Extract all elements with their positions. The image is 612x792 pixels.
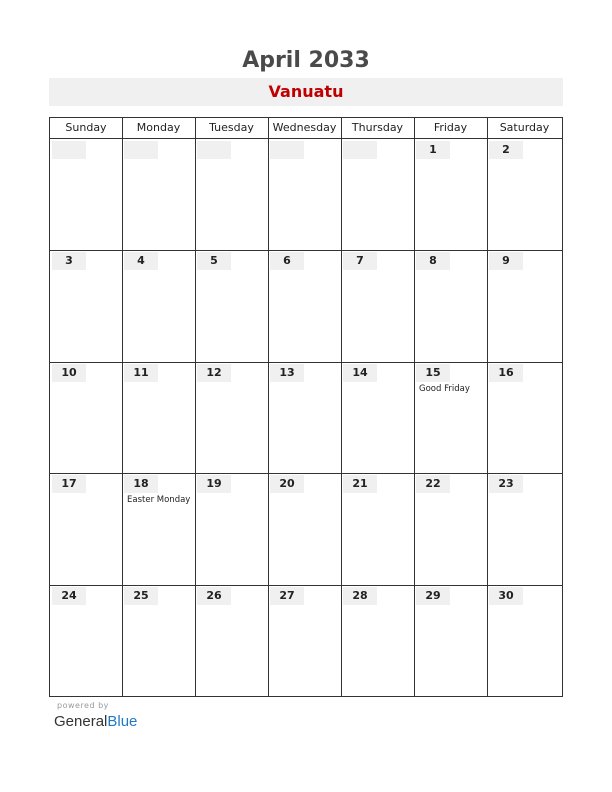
date-label-box <box>270 475 304 493</box>
row-divider <box>50 250 562 251</box>
date-label-box <box>270 587 304 605</box>
day-number: 5 <box>210 254 218 268</box>
day-number: 27 <box>279 588 295 602</box>
powered-by-label: powered by <box>57 701 109 710</box>
day-cell[interactable] <box>414 362 487 473</box>
day-cell[interactable] <box>341 585 414 696</box>
day-cell[interactable] <box>487 473 562 584</box>
row-divider <box>50 362 562 363</box>
day-cell[interactable] <box>195 473 268 584</box>
day-cell[interactable] <box>122 473 195 584</box>
month-calendar <box>49 117 563 697</box>
date-label-box <box>270 141 304 159</box>
date-label-box <box>52 475 86 493</box>
empty-day-cell <box>50 139 122 250</box>
day-number: 19 <box>206 477 222 491</box>
date-label-box <box>197 587 231 605</box>
day-number: 17 <box>61 477 77 491</box>
day-number: 15 <box>425 365 441 379</box>
day-cell[interactable] <box>414 473 487 584</box>
day-number: 9 <box>502 254 510 268</box>
day-number: 1 <box>429 143 437 156</box>
date-label-box <box>489 364 523 382</box>
holiday-label: Good Friday <box>419 383 470 394</box>
day-cell[interactable] <box>268 250 341 361</box>
date-label-box <box>416 252 450 270</box>
day-cell[interactable] <box>50 473 122 584</box>
weekday-header-tuesday: Tuesday <box>209 121 254 134</box>
day-number: 20 <box>279 477 295 491</box>
date-label-box <box>124 141 158 159</box>
date-label-box <box>124 587 158 605</box>
day-cell[interactable] <box>414 250 487 361</box>
column-divider <box>122 118 123 696</box>
day-cell[interactable] <box>195 585 268 696</box>
generalblue-logo[interactable] <box>54 713 137 730</box>
calendar-title: April 2033 <box>242 48 370 73</box>
day-cell[interactable] <box>268 585 341 696</box>
holiday-label: Easter Monday <box>127 495 191 506</box>
day-cell[interactable] <box>122 585 195 696</box>
day-number: 13 <box>279 365 295 379</box>
brand-blue-text: Blue <box>107 713 138 730</box>
empty-day-cell <box>268 139 341 250</box>
day-number: 2 <box>502 143 510 156</box>
row-divider <box>50 585 562 586</box>
empty-day-cell <box>341 139 414 250</box>
day-cell[interactable] <box>268 473 341 584</box>
empty-day-cell <box>122 139 195 250</box>
day-number: 3 <box>65 254 73 268</box>
day-number: 22 <box>425 477 441 491</box>
date-label-box <box>124 475 158 493</box>
date-label-box <box>343 364 377 382</box>
weekday-header-saturday: Saturday <box>499 121 550 134</box>
date-label-box <box>343 141 377 159</box>
day-number: 21 <box>352 477 368 491</box>
day-number: 8 <box>429 254 437 268</box>
day-cell[interactable] <box>268 362 341 473</box>
date-label-box <box>52 587 86 605</box>
date-label-box <box>197 252 231 270</box>
day-number: 14 <box>352 365 368 379</box>
day-number: 11 <box>133 365 149 379</box>
day-cell[interactable] <box>50 250 122 361</box>
column-divider <box>195 118 196 696</box>
brand-general-text: General <box>54 713 108 730</box>
day-cell[interactable] <box>487 362 562 473</box>
date-label-box <box>52 252 86 270</box>
date-label-box <box>489 252 523 270</box>
day-number: 30 <box>498 588 514 602</box>
day-number: 18 <box>133 477 149 491</box>
date-label-box <box>52 141 86 159</box>
day-cell[interactable] <box>341 362 414 473</box>
date-label-box <box>270 252 304 270</box>
day-number: 28 <box>352 588 368 602</box>
day-cell[interactable] <box>487 139 562 250</box>
column-divider <box>268 118 269 696</box>
day-cell[interactable] <box>341 473 414 584</box>
day-cell[interactable] <box>195 362 268 473</box>
date-label-box <box>197 475 231 493</box>
day-number: 29 <box>425 588 441 602</box>
date-label-box <box>52 364 86 382</box>
empty-day-cell <box>195 139 268 250</box>
day-number: 26 <box>206 588 222 602</box>
day-number: 10 <box>61 365 77 379</box>
date-label-box <box>489 587 523 605</box>
date-label-box <box>416 364 450 382</box>
date-label-box <box>124 252 158 270</box>
day-number: 25 <box>133 588 149 602</box>
column-divider <box>341 118 342 696</box>
day-cell[interactable] <box>487 585 562 696</box>
date-label-box <box>197 364 231 382</box>
weekday-header-friday: Friday <box>433 121 468 134</box>
date-label-box <box>124 364 158 382</box>
day-number: 7 <box>356 254 364 268</box>
day-cell[interactable] <box>50 585 122 696</box>
day-number: 12 <box>206 365 222 379</box>
day-cell[interactable] <box>50 362 122 473</box>
date-label-box <box>343 587 377 605</box>
day-number: 23 <box>498 477 514 491</box>
weekday-header-monday: Monday <box>136 121 181 134</box>
column-divider <box>414 118 415 696</box>
column-divider <box>487 118 488 696</box>
day-number: 24 <box>61 588 77 602</box>
date-label-box <box>489 475 523 493</box>
date-label-box <box>343 475 377 493</box>
weekday-header-thursday: Thursday <box>351 121 404 134</box>
day-cell[interactable] <box>487 250 562 361</box>
day-cell[interactable] <box>414 585 487 696</box>
day-cell[interactable] <box>122 250 195 361</box>
day-number: 16 <box>498 365 514 379</box>
weekday-header-wednesday: Wednesday <box>272 121 337 134</box>
day-cell[interactable] <box>414 139 487 250</box>
date-label-box <box>416 141 450 159</box>
date-label-box <box>416 587 450 605</box>
date-label-box <box>416 475 450 493</box>
row-divider <box>50 473 562 474</box>
country-name: Vanuatu <box>268 82 344 101</box>
day-cell[interactable] <box>122 362 195 473</box>
weekday-header-row <box>50 118 562 139</box>
day-number: 6 <box>283 254 291 268</box>
day-cell[interactable] <box>195 250 268 361</box>
weekday-header-sunday: Sunday <box>65 121 107 134</box>
date-label-box <box>197 141 231 159</box>
date-label-box <box>270 364 304 382</box>
day-number: 4 <box>137 254 145 268</box>
date-label-box <box>489 141 523 159</box>
day-cell[interactable] <box>341 250 414 361</box>
date-label-box <box>343 252 377 270</box>
country-banner <box>49 78 563 106</box>
